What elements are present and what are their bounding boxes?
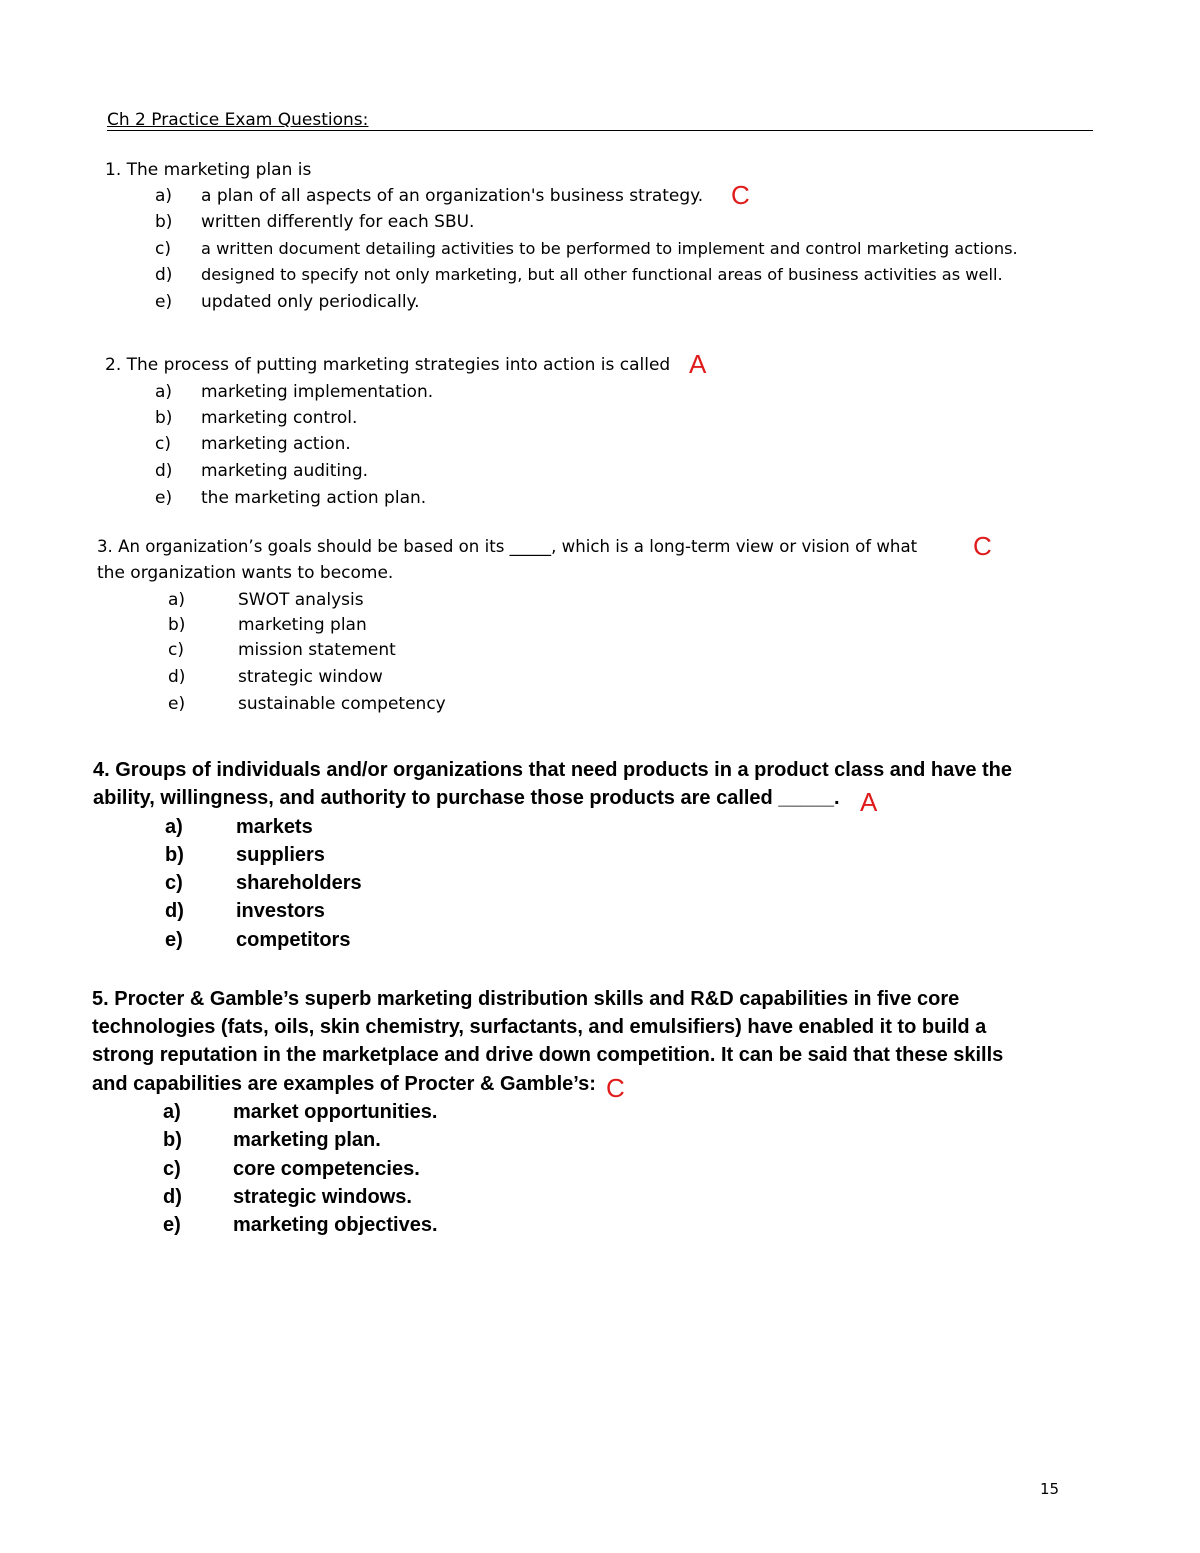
option-letter: c): [168, 640, 184, 660]
option-letter: b): [168, 615, 186, 635]
header-title: Ch 2 Practice Exam Questions:: [107, 110, 369, 130]
option-letter: b): [155, 408, 173, 428]
answer-mark: C: [731, 180, 750, 210]
page-header: [107, 108, 1093, 131]
option-text: strategic window: [238, 667, 383, 687]
option-letter: a): [165, 816, 183, 838]
option-letter: b): [163, 1129, 182, 1151]
option-text: a plan of all aspects of an organization's business strategy.: [201, 186, 704, 206]
option-text: strategic windows.: [233, 1186, 412, 1208]
option-text: marketing auditing.: [201, 461, 369, 481]
option-letter: e): [155, 488, 173, 508]
question-stem: 3. An organization’s goals should be based on its _____, which is a long-term view or vision of what: [97, 537, 918, 556]
option-text: marketing plan: [238, 615, 367, 635]
option-text: sustainable competency: [238, 694, 446, 714]
option-letter: e): [168, 694, 186, 714]
option-letter: a): [155, 382, 173, 402]
option-letter: c): [163, 1158, 181, 1180]
option-text: shareholders: [236, 872, 362, 894]
option-text: written differently for each SBU.: [201, 212, 475, 232]
option-text: marketing control.: [201, 408, 358, 428]
option-text: mission statement: [238, 640, 396, 660]
option-text: updated only periodically.: [201, 292, 420, 312]
option-text: core competencies.: [233, 1158, 420, 1180]
option-text: SWOT analysis: [238, 590, 364, 610]
option-text: marketing implementation.: [201, 382, 434, 402]
question-stem: 1. The marketing plan is: [105, 160, 312, 180]
option-text: designed to specify not only marketing, but all other functional areas of business activities as well.: [201, 265, 1003, 284]
option-letter: c): [165, 872, 183, 894]
answer-mark: A: [689, 349, 707, 379]
option-text: marketing plan.: [233, 1129, 381, 1151]
question-stem: the organization wants to become.: [97, 563, 394, 583]
option-letter: e): [155, 292, 173, 312]
question-stem: 4. Groups of individuals and/or organizations that need products in a product class and have the: [93, 759, 1013, 781]
question-stem: 2. The process of putting marketing strategies into action is called: [105, 355, 671, 375]
option-letter: d): [165, 900, 184, 922]
option-text: the marketing action plan.: [201, 488, 427, 508]
option-text: marketing action.: [201, 434, 351, 454]
question-stem: 5. Procter & Gamble’s superb marketing distribution skills and R&D capabilities in five core: [92, 988, 960, 1010]
option-letter: a): [155, 186, 173, 206]
option-text: suppliers: [236, 844, 325, 866]
option-letter: a): [163, 1101, 181, 1123]
option-letter: d): [163, 1186, 182, 1208]
option-text: competitors: [236, 929, 351, 951]
option-letter: d): [168, 667, 186, 687]
option-letter: b): [165, 844, 184, 866]
question-stem: and capabilities are examples of Procter & Gamble’s:: [92, 1073, 596, 1095]
option-text: a written document detailing activities to be performed to implement and control marketing actions.: [201, 239, 1018, 258]
question-stem: ability, willingness, and authority to purchase those products are called _____.: [93, 787, 840, 809]
option-text: markets: [236, 816, 313, 838]
question-stem: technologies (fats, oils, skin chemistry, surfactants, and emulsifiers) have enabled it to build a: [92, 1016, 987, 1038]
question-stem: strong reputation in the marketplace and drive down competition. It can be said that these skills: [92, 1044, 1004, 1066]
answer-mark: A: [860, 787, 878, 817]
option-letter: c): [155, 239, 171, 259]
option-letter: d): [155, 265, 173, 285]
option-letter: a): [168, 590, 186, 610]
option-text: marketing objectives.: [233, 1214, 438, 1236]
option-letter: e): [165, 929, 183, 951]
option-text: market opportunities.: [233, 1101, 438, 1123]
option-letter: b): [155, 212, 173, 232]
option-letter: c): [155, 434, 171, 454]
option-text: investors: [236, 900, 325, 922]
option-letter: d): [155, 461, 173, 481]
answer-mark: C: [606, 1073, 625, 1103]
answer-mark: C: [973, 531, 992, 561]
page-number: 15: [1040, 1480, 1060, 1498]
option-letter: e): [163, 1214, 181, 1236]
